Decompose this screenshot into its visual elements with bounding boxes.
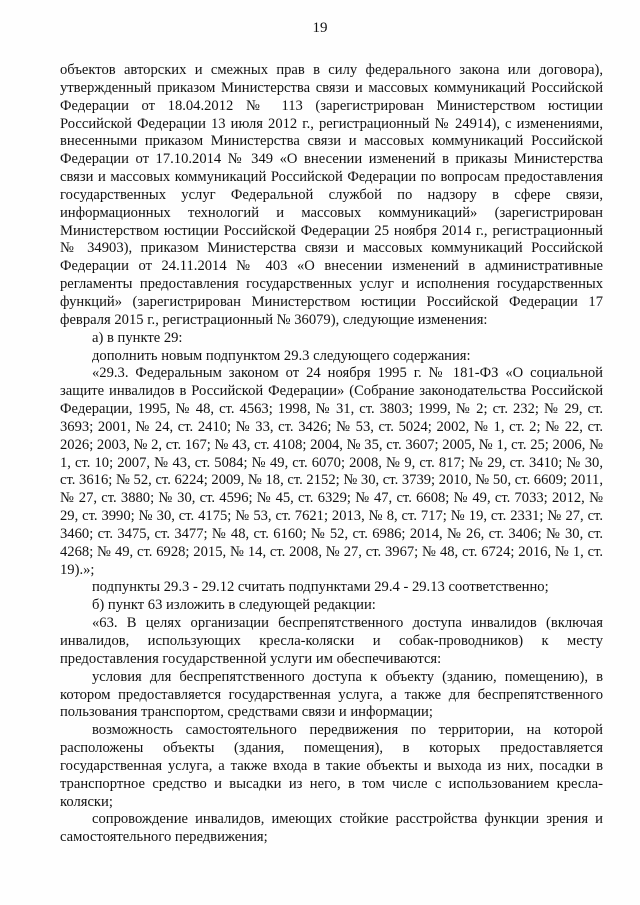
paragraph-9: возможность самостоятельного передвижения по территории, на которой расположены объекты (здания, помещения), в которых предоставляется государственная услуга, а также входа в такие объекты и выхода из них, посадки в транспортное средство и высадки из него, в том числе с использованием кресла-коляски; — [60, 722, 603, 810]
paragraph-3: дополнить новым подпунктом 29.3 следующего содержания: — [92, 347, 471, 364]
paragraph-2: а) в пункте 29: — [92, 329, 183, 346]
paragraph-1: объектов авторских и смежных прав в силу федерального закона или договора), утвержденный приказом Министерства связи и массовых коммуникаций Российской Федерации от 18.04.2012 № 113 (зарегистрирован Министерством юстиции Российской Федерации 13 июля 2012 г., регистрационный № 24914), с изменениями, внесенными приказом Министерства связи и массовых коммуникаций Российской Федерации от 17.10.2014 № 349 «О внесении изменений в приказы Министерства связи и массовых коммуникаций Российской Федерации по вопросам предоставления государственных услуг Федеральной службой по надзору в сфере связи, информационных технологий и массовых коммуникаций» (зарегистрирован Министерством юстиции Российской Федерации 25 ноября 2014 г., регистрационный № 34903), приказом Министерства связи и массовых коммуникаций Российской Федерации от 24.11.2014 № 403 «О внесении изменений в административные регламенты предоставления государственных услуг и исполнения государственных функций» (зарегистрирован Министерством юстиции Российской Федерации 17 февраля 2015 г., регистрационный № 36079), следующие изменения: — [60, 62, 603, 328]
paragraph-6: б) пункт 63 изложить в следующей редакции: — [92, 597, 376, 614]
paragraph-10: сопровождение инвалидов, имеющих стойкие расстройства функции зрения и самостоятельного передвижения; — [60, 811, 603, 846]
page-number: 19 — [312, 20, 328, 36]
paragraph-7: «63. В целях организации беспрепятственного доступа инвалидов (включая инвалидов, использующих кресла-коляски и собак-проводников) к месту предоставления государственной услуги им обеспечиваются: — [60, 615, 603, 667]
document-body — [60, 62, 603, 847]
paragraph-4: «29.3. Федеральным законом от 24 ноября 1995 г. № 181-ФЗ «О социальной защите инвалидов в Российской Федерации» (Собрание законодательства Российской Федерации, 1995, № 48, ст. 4563; 1998, № 31, ст. 3803; 1999, № 2; ст. 232; № 29, ст. 3693; 2001, № 24, ст. 2410; № 33, ст. 3426; № 53, ст. 5024; 2002, № 1, ст. 2; № 22, ст. 2026; 2003, № 2, ст. 167; № 43, ст. 4108; 2004, № 35, ст. 3607; 2005, № 1, ст. 25; 2006, № 1, ст. 10; 2007, № 43, ст. 5084; № 49, ст. 6070; 2008, № 9, ст. 817; № 29, ст. 3410; № 30, ст. 3616; № 52, ст. 6224; 2009, № 18, ст. 2152; № 30, ст. 3739; 2010, № 50, ст. 6609; 2011, № 27, ст. 3880; № 30, ст. 4596; № 45, ст. 6329; № 47, ст. 6608; № 49, ст. 7033; 2012, № 29, ст. 3990; № 30, ст. 4175; № 53, ст. 7621; 2013, № 8, ст. 717; № 19, ст. 2331; № 27, ст. 3460; ст. 3475, ст. 3477; № 48, ст. 6160; № 52, ст. 6986; 2014, № 26, ст. 3406; № 30, ст. 4268; № 49, ст. 6928; 2015, № 14, ст. 2008, № 27, ст. 3967; № 48, ст. 6724; 2016, № 1, ст. 19).»; — [60, 365, 603, 578]
paragraph-8: условия для беспрепятственного доступа к объекту (зданию, помещению), в котором предоставляется государственная услуга, а также для беспрепятственного пользования транспортом, средствами связи и информации; — [60, 668, 603, 721]
paragraph-5: подпункты 29.3 - 29.12 считать подпунктами 29.4 - 29.13 соответственно; — [92, 579, 549, 596]
